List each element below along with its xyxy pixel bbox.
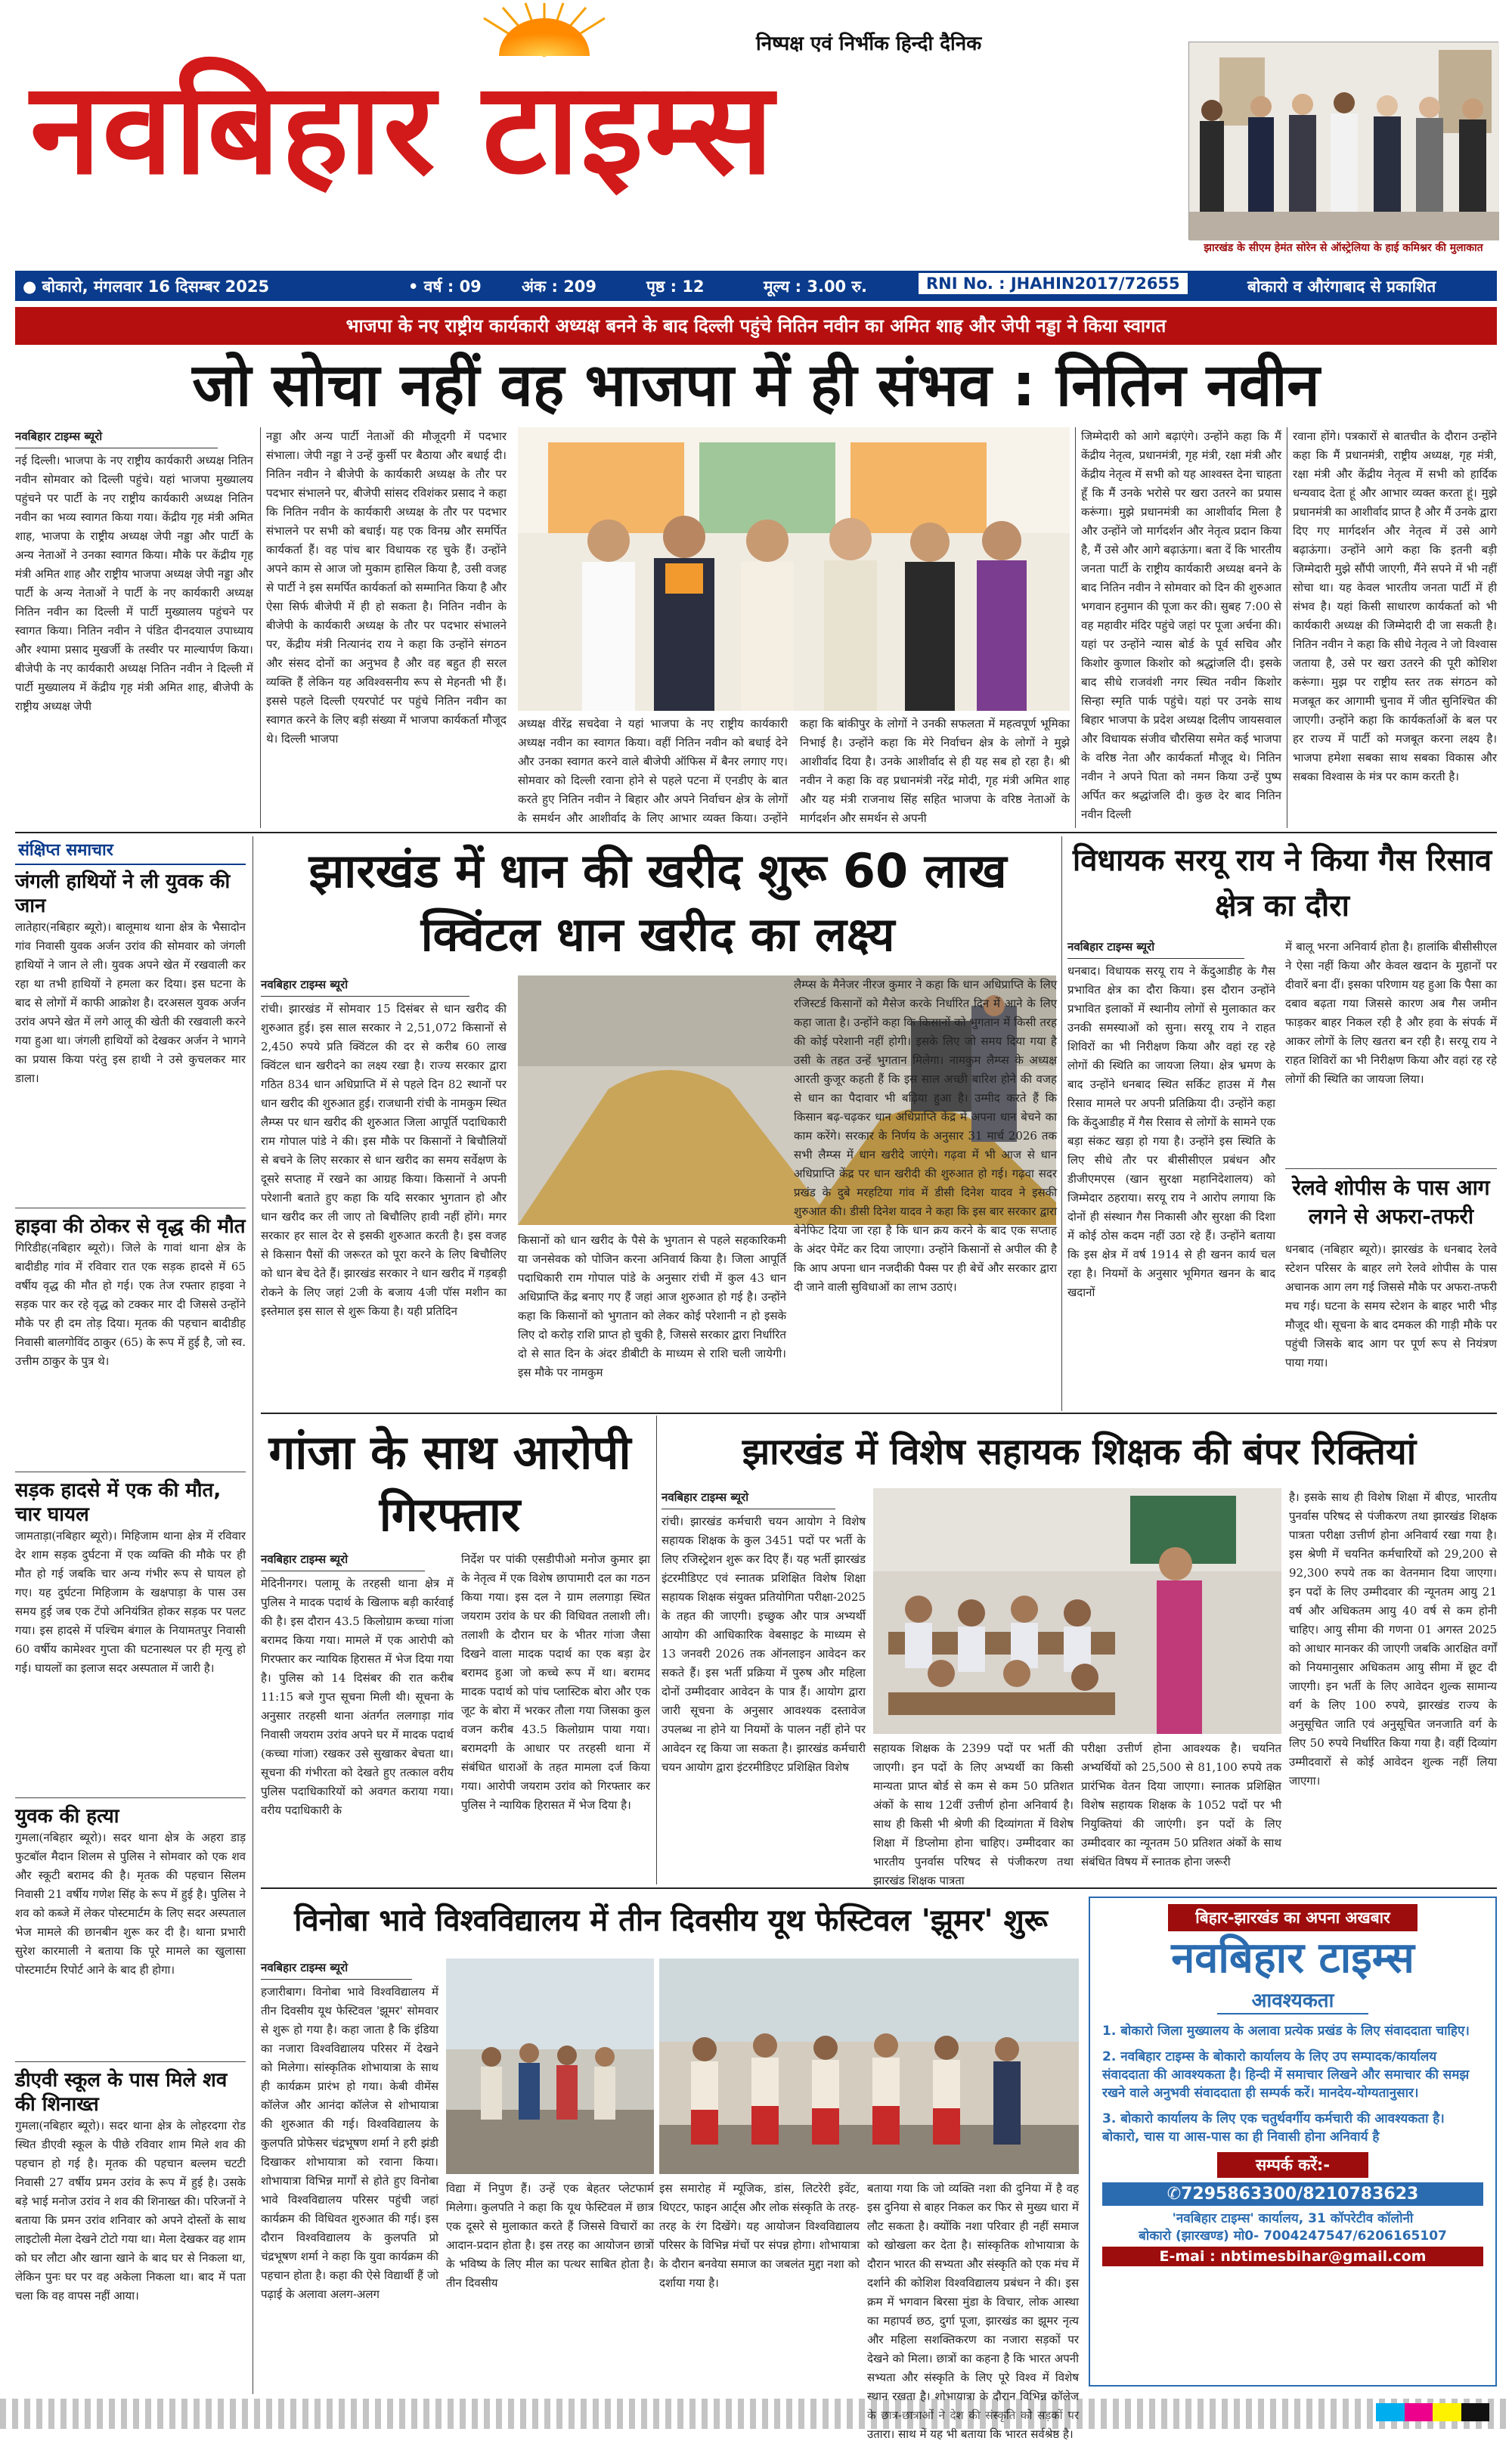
divider: [261, 1887, 1497, 1889]
brief-item: [15, 1478, 246, 1791]
ad-contact-label: सम्पर्क करें:-: [1217, 2152, 1368, 2178]
lead-photo: [518, 427, 1070, 711]
railway-body: धनबाद (नबिहार ब्यूरो)। झारखंड के धनबाद रेलवे स्टेशन परिसर के बाहर लगे रेलवे शोपीस के पास अचानक आग लग गई जिससे मौके पर अफरा-तफरी मच गई। घटना के समय स्टेशन के बाहर भारी भीड़ मौजूद थी। सूचना के बाद दमकल की गाड़ी मौके पर पहुंची जिसके बाद आग पर पूर्ण रूप से नियंत्रण पाया गया।: [1285, 1242, 1497, 1369]
briefs-section-title: संक्षिप्त समाचार: [15, 836, 246, 865]
saryu-col-2: [1285, 938, 1497, 1165]
lead-body-2: नड्डा और अन्य पार्टी नेताओं की मौजूदगी में पदभार संभाला। जेपी नड्डा ने उन्हें कुर्सी पर बैठाया और बधाई दी। नितिन नवीन ने बीजेपी के कार्यकारी अध्यक्ष के तौर पर पदभार संभालने पर, बीजेपी सांसद रविशंकर प्रसाद ने कहा कि नितिन नवीन के कार्यकारी अध्यक्ष के तौर पर पदभार संभालने पर सभी को बधाई। यह एक विनम्र और समर्पित कार्यकर्ता हैं। वह पांच बार विधायक रह चुके हैं। उन्होंने अपने काम से आज जो मुकाम हासिल किया है, उसी वजह से पार्टी ने इस समर्पित कार्यकर्ता को सम्मानित किया है और ऐसा सिर्फ बीजेपी में ही हो सकता है। नितिन नवीन के बीजेपी के कार्यकारी अध्यक्ष के तौर पर पदभार संभालने पर, केंद्रीय मंत्री नित्यानंद राय ने कहा कि उन्होंने संगठन और संसद दोनों का अनुभव है और वह बहुत ही सरल व्यक्ति हैं लेकिन यह अविश्वसनीय रूप से मेहनती भी हैं। इससे पहले दिल्ली एयरपोर्ट पर पहुंचे नितिन नवीन का स्वागत करने के लिए बड़ी संख्या में भाजपा कार्यकर्ता मौजूद थे। दिल्ली भाजपा: [266, 430, 507, 746]
ganja-body-2: निर्देश पर पांकी एसडीपीओ मनोज कुमार झा के नेतृत्व में एक विशेष छापामारी दल का गठन किया गया। इस दल ने ग्राम ललगाड़ा स्थित जयराम उरांव के घर की विधिवत तलाशी ली। तलाशी के दौरान घर के भीतर गांजा जैसा दिखने वाला मादक पदार्थ का एक बड़ा ढेर बरामद हुआ जो कच्चे रूप में था। बरामद मादक पदार्थ को पांच प्लास्टिक बोरा और एक जूट के बोरा में भरकर तौला गया जिसका कुल वजन करीब 43.5 किलोग्राम पाया गया। बरामदगी के आधार पर तरहसी थाना में संबंधित धाराओं के तहत मामला दर्ज किया गया। आरोपी जयराम उरांव को गिरफ्तार कर पुलिस ने न्यायिक हिरासत में भेज दिया है।: [461, 1552, 650, 1812]
vinoba-col-1: [261, 1959, 438, 2387]
ad-item: 1. बोकारो जिला मुख्यालय के अलावा प्रत्येक प्रखंड के लिए संवाददाता चाहिए।: [1102, 2024, 1470, 2039]
paddy-body-1: रांची। झारखंड में सोमवार 15 दिसंबर से धान खरीद की शुरुआत हुई। इस साल सरकार ने 2,51,072 किसानों से 2,450 रुपये प्रति क्विंटल की दर से करीब 60 लाख क्विंटल धान खरीदने का लक्ष्य रखा है। राज्य सरकार द्वारा गठित 834 धान अधिप्राप्ति में से पहले दिन 82 स्थानों पर धान खरीद की शुरुआत हुई। राजधानी रांची के नामकुम स्थित लैम्प्स पर धान खरीद की शुरुआत जिला आपूर्ति पदाधिकारी राम गोपाल पांडे ने की। इस मौके पर किसानों ने बिचौलियों से बचने के लिए सरकार से धान खरीद का समय सर्वेक्षण के दूसरे सप्ताह में रखने का आग्रह किया। किसानों ने अपनी परेशानी बताते हुए कहा कि यदि सरकार भुगतान हो और धान खरीद कर ली जाए तो बिचौलिए हावी नहीं होंगे। मगर सरकार हर साल देर से इसकी शुरुआत करती है। इस वजह से किसान पैसों की जरूरत को पूरा करने के लिए बिचौलिए को धान बेच देते हैं। झारखंड सरकार ने धान खरीद में गड़बड़ी रोकने के लिए जहां 2जी के बजाय 4जी पॉस मशीन का इस्तेमाल इस साल से शुरू किया है। यही प्रतिदिन: [261, 1002, 507, 1318]
teachers-photo: [873, 1488, 1281, 1734]
lead-col-6: [1293, 427, 1497, 828]
year: • वर्ष : 09: [408, 278, 482, 296]
paddy-body-2: किसानों को धान खरीद के पैसे के भुगतान से पहले सहकारिकमी या जनसेवक को पोजिन करना अनिवार्य किया है। जिला आपूर्ति पदाधिकारी राम गोपाल पांडे के अनुसार रांची में कुल 43 धान अधिप्राप्ति केंद्र बनाए गए हैं जहां आज शुरुआत हो गई है। उन्होंने कहा कि किसानों को भुगतान को लेकर कोई परेशानी न हो इसके लिए दो करोड़ राशि प्राप्त हो चुकी है, जिससे सरकार द्वारा निर्धारित दो से सात दिन के अंदर डीबीटी के माध्यम से राशि चली जायेगी। इस मौके पर नामकुम: [518, 1233, 786, 1379]
tagline: निष्पक्ष एवं निर्भीक हिन्दी दैनिक: [756, 33, 982, 55]
teachers-headline: झारखंड में विशेष सहायक शिक्षक की बंपर रिक्तियां: [742, 1431, 1417, 1473]
ganja-byline: नवबिहार टाइम्स ब्यूरो: [261, 1550, 454, 1571]
teachers-body-1: रांची। झारखंड कर्मचारी चयन आयोग ने विशेष सहायक शिक्षक के कुल 3451 पदों पर भर्ती के लिए रजिस्ट्रेशन शुरू कर दिए हैं। यह भर्ती झारखंड इंटरमीडिएट एवं स्नातक प्रशिक्षित विशेष शिक्षा सहायक शिक्षक संयुक्त प्रतियोगिता परीक्षा-2025 के तहत की जाएगी। इच्छुक और पात्र अभ्यर्थी आयोग की आधिकारिक वेबसाइट के माध्यम से 13 जनवरी 2026 तक ऑनलाइन आवेदन कर सकते हैं। इस भर्ती प्रक्रिया में पुरुष और महिला दोनों उम्मीदवार आवेदन के पात्र हैं। आयोग द्वारा जारी सूचना के अनुसार आवश्यक दस्तावेज उपलब्ध ना होने या नियमों के पालन नहीं होने पर आवेदन रद्द किया जा सकता है। झारखंड कर्मचारी चयन आयोग द्वारा इंटरमीडिएट प्रशिक्षित विशेष: [662, 1515, 866, 1774]
divider: [1285, 1168, 1497, 1169]
sunrise-logo-graphic: [469, 3, 620, 56]
pages: पृष्ठ : 12: [646, 278, 705, 296]
lead-byline: नवबिहार टाइम्स ब्यूरो: [15, 427, 253, 448]
brief-item: [15, 1214, 246, 1465]
brief-headline: सड़क हादसे में एक की मौत, चार घायल: [15, 1479, 222, 1526]
vinoba-body-2: विद्या में निपुण हैं। उन्हें एक बेहतर प्लेटफार्म मिलेगा। कुलपति ने कहा कि यूथ फेस्टिवल में छात्र एक दूसरे से मुलाकात करते हैं जिससे विचारों का आदान-प्रदान होता है। इस तरह का आयोजन छात्रों के भविष्य के लिए मील का पत्थर साबित होता है। तीन दिवसीय: [446, 2182, 654, 2290]
brief-item: [15, 870, 246, 1202]
divider: [261, 1413, 1497, 1414]
saryu-headline: विधायक सरयू राय ने किया गैस रिसाव क्षेत्र का दौरा: [1072, 843, 1492, 923]
teachers-col-1: [662, 1488, 866, 1883]
brief-body: गुमला(नबिहार ब्यूरो)। सदर थाना क्षेत्र के लोहरदगा रोड स्थित डीएवी स्कूल के पीछे रविवार शाम मिले शव की पहचान हो गई है। मृतक की पहचान बल्लम चटटी निवासी 27 वर्षीय प्रमन उरांव के रूप में हुई है। उसके बड़े भाई मनोज उरांव ने शव की शिनाख्त की। परिजनों ने बताया कि प्रमन उरांव शनिवार को अपने दोस्तों के साथ लाइटोली मेला देखने टोटो गया था। मेला देखकर वह शाम को घर लौटा और खाना खाने के बाद घर से निकला था, लेकिन पुनः घर पर वह अकेला निकला था। बाद में पता चला कि वह वापस नहीं आया।: [15, 2119, 246, 2303]
lead-kicker: भाजपा के नए राष्ट्रीय कार्यकारी अध्यक्ष बनने के बाद दिल्ली पहुंचे नितिन नवीन का अमित शाह और जेपी नड्डा ने किया स्वागत: [15, 307, 1497, 345]
paddy-byline: नवबिहार टाइम्स ब्यूरो: [261, 975, 507, 997]
recruitment-ad: [1089, 1897, 1497, 2387]
price: मूल्य : 3.00 रु.: [764, 278, 868, 296]
lead-photo-below: [518, 715, 1070, 828]
paddy-col-2: [518, 1231, 786, 1407]
divider: [1075, 427, 1076, 828]
ad-subtitle: आवश्यकता: [1217, 1986, 1368, 2014]
teachers-body-4: है। इसके साथ ही विशेष शिक्षा में बीएड, भारतीय पुनर्वास परिषद से पंजीकरण तथा झारखंड शिक्षक पात्रता परीक्षा उत्तीर्ण होना अनिवार्य रखा गया है। इस श्रेणी में चयनित कर्मचारियों को 29,200 से 92,300 रुपये तक का वेतनमान दिया जाएगा। इन पदों के लिए उम्मीदवार की न्यूनतम आयु 21 वर्ष और अधिकतम आयु 40 वर्ष से कम होनी चाहिए। आयु सीमा की गणना 01 अगस्त 2025 को आधार मानकर की जाएगी जबकि आरक्षित वर्गों को नियमानुसार अधिकतम आयु सीमा में छूट दी जाएगी। इन भर्ती के लिए आवेदन शुल्क सामान्य वर्ग के लिए 100 रुपये, झारखंड राज्य के अनुसूचित जाति एवं अनुसूचित जनजाति वर्ग के लिए 50 रुपये निर्धारित किया गया है। वहीं दिव्यांग उम्मीदवारों से कोई आवेदन शुल्क नहीं लिया जाएगा।: [1289, 1490, 1497, 1788]
railway-headline: रेलवे शोपीस के पास आग लगने से अफरा-तफरी: [1292, 1175, 1490, 1229]
brief-headline: जंगली हाथियों ने ली युवक की जान: [15, 870, 231, 917]
lead-body-3: अध्यक्ष वीरेंद्र सचदेवा ने यहां भाजपा के नए राष्ट्रीय कार्यकारी अध्यक्ष नवीन का स्वागत किया। वहीं नितिन नवीन को बधाई देने और उनका स्वागत करने वाले बीजेपी ऑफिस में बैनर लगाए गए। सोमवार को दिल्ली रवाना होने से पहले पटना में एनडीए के बात करते हुए नितिन नवीन ने बिहार और अपने निर्वाचन क्षेत्र के लोगों के समर्थन और आशीर्वाद के लिए आभार व्यक्त किया। उन्होंने कहा कि बांकीपुर के लोगों ने उनकी सफलता में महत्वपूर्ण भूमिका निभाई है। उन्होंने कहा कि मेरे निर्वाचन क्षेत्र के लोगों ने मुझे आशीर्वाद दिया है। उनके आशीर्वाद से ही यह सब हो रहा है। श्री नवीन ने कहा कि वह प्रधानमंत्री नरेंद्र मोदी, गृह मंत्री अमित शाह और यह मंत्री राजनाथ सिंह सहित भाजपा के वरिष्ठ नेताओं के मार्गदर्शन और समर्थन से अपनी: [518, 717, 1070, 825]
ganja-headline: गांजा के साथ आरोपी गिरफ्तार: [268, 1425, 631, 1542]
paddy-headline: झारखंड में धान की खरीद शुरू 60 लाख क्विंटल धान खरीद का लक्ष्य: [308, 843, 1007, 962]
ad-item: 2. नवबिहार टाइम्स के बोकारो कार्यालय के लिए उप सम्पादक/कार्यालय संवाददाता की आवश्यकता है। हिन्दी में समाचार लिखने और समाचार की समझ रखने वाले अनुभवी संवाददाता ही सम्पर्क करें। मानदेय-योग्यतानुसार।: [1102, 2049, 1470, 2101]
issue: अंक : 209: [522, 278, 597, 296]
ad-banner: बिहार-झारखंड का अपना अखबार: [1168, 1904, 1418, 1931]
divider: [1061, 836, 1062, 1411]
saryu-body-2: में बालू भरना अनिवार्य होता है। हालांकि बीसीसीएल ने ऐसा नहीं किया और केवल खदान के मुहानों पर दीवारें बना दीं। इसका परिणाम यह हुआ कि पैसा का दबाव बढ़ता गया जिससे कारण अब गैस जमीन फाड़कर बाहर निकल रही है और हवा के संपर्क में आकर लोगों के लिए खतरा बन रही है। सरयू राय ने राहत शिविरों का भी निरीक्षण किया और वहां रह रहे लोगों की स्थिति का जायजा लिया।: [1285, 940, 1497, 1086]
masthead-photo-caption: झारखंड के सीएम हेमंत सोरेन से ऑस्ट्रेलिया के हाई कमिश्नर की मुलाकात: [1204, 242, 1483, 254]
lead-body-1: नई दिल्ली। भाजपा के नए राष्ट्रीय कार्यकारी अध्यक्ष नितिन नवीन सोमवार को दिल्ली पहुंचे। यहां भाजपा मुख्यालय पहुंचने पर पार्टी के नए राष्ट्रीय कार्यकारी अध्यक्ष नितिन नवीन का भव्य स्वागत किया गया। केंद्रीय गृह मंत्री अमित शाह, भाजपा के राष्ट्रीय अध्यक्ष जेपी नड्डा और पार्टी के अन्य नेताओं ने उनका स्वागत किया। मौके पर केंद्रीय गृह मंत्री अमित शाह और राष्ट्रीय भाजपा अध्यक्ष जेपी नड्डा और पार्टी के अन्य नेताओं ने पार्टी के नए कार्यकारी अध्यक्ष नितिन नवीन का दिल्ली में पार्टी मुख्यालय पहुंचने पर स्वागत किया। नितिन नवीन ने पंडित दीनदयाल उपाध्याय और श्यामा प्रसाद मुखर्जी के तस्वीर पर माल्यार्पण किया। बीजेपी के नए कार्यकारी अध्यक्ष नितिन नवीन ने दिल्ली में पार्टी मुख्यालय में केंद्रीय गृह मंत्री अमित शाह, बीजेपी के राष्ट्रीय अध्यक्ष जेपी: [15, 454, 253, 713]
vinoba-photo-1: [446, 1959, 654, 2174]
saryu-col-1: [1067, 938, 1275, 1407]
info-bar: [15, 271, 1497, 301]
brief-headline: हाइवा की ठोकर से वृद्ध की मौत: [15, 1215, 246, 1238]
vinoba-body-3: इस समारोह में म्यूजिक, डांस, लिटरेरी इवेंट, थिएटर, फाइन आर्ट्स और लोक संस्कृति के तरह-तरह के रंग दिखेंगे। यह आयोजन विश्वविद्यालय परिसर के विभिन्न मंचों पर संपन्न होगा। शोभायात्रा के दौरान बनवेया समाज का जबलंत मुद्दा नशा को दर्शाया गया है।: [659, 2182, 860, 2290]
lead-headline: जो सोचा नहीं वह भाजपा में ही संभव : नितिन नवीन: [192, 352, 1320, 420]
paddy-col-3: [794, 975, 1057, 1407]
divider: [15, 832, 1497, 833]
paddy-body-3: लैम्प्स के मैनेजर नीरज कुमार ने कहा कि धान अधिप्राप्ति के लिए रजिस्टर्ड किसानों को मैसेज करके निर्धारित दिन में आने के लिए कहा जाता है। उन्होंने कहा कि किसानों को भुगतान में किसी तरह की कोई परेशानी नहीं होगी। इसके लिए जो समय दिया गया है उसी के तहत उन्हें भुगतान मिलेगा। नामकुम लैम्प्स के अध्यक्ष आरती कुजूर कहती हैं कि इस साल अच्छी बारिश होने की वजह से धान का पैदावार भी बढ़िया हुआ है। उम्मीद करते हैं कि किसान बढ़-चढ़कर धान अधिप्राप्ति केंद्र में अपना धान बेचने का काम करेंगे। सरकार के निर्णय के अनुसार 31 मार्च 2026 तक सभी लैम्प्स में धान खरीदे जाएंगे। गढ़वा में भी आज से धान अधिप्राप्ति केंद्र पर धान खरीदी की शुरुआत हो गई। गढ़वा सदर प्रखंड के दुबे मरहटिया गांव में डीसी दिनेश यादव ने इसकी शुरुआत की। डीसी दिनेश यादव ने कहा कि इस बार सरकार द्वारा बेनेफिट दिया जा रहा है कि धान क्रय करने के बाद एक सप्ताह के अंदर पेमेंट कर दिया जाएगा। उन्होंने किसानों से अपील की है कि आप अपना धान नजदीकी पैक्स पर ही बेचें और सरकार द्वारा दी जाने वाली सुविधाओं का लाभ उठाएं।: [794, 978, 1057, 1294]
masthead-title: नवबिहार टाइम्स: [30, 54, 775, 203]
brief-item: [15, 2068, 246, 2343]
place-date: ● बोकारो, मंगलवार 16 दिसम्बर 2025: [23, 278, 270, 296]
masthead-photo: [1188, 42, 1498, 240]
teachers-body-2: सहायक शिक्षक के 2399 पदों पर भर्ती की जाएगी। इन पदों के लिए अभ्यर्थी का किसी मान्यता प्राप्त बोर्ड से कम से कम 50 प्रतिशत अंकों के साथ 12वीं उत्तीर्ण होना अनिवार्य है। साथ ही किसी भी श्रेणी की दिव्यांगता में विशेष शिक्षा में डिप्लोमा होना चाहिए। उम्मीदवार का भारतीय पुनर्वास परिषद से पंजीकरण तथा झारखंड शिक्षक पात्रता: [873, 1742, 1074, 1887]
briefs-sidebar: [15, 836, 246, 2394]
ad-address-2: बोकारो (झारखण्ड) मो0- 7004247547/6206165107: [1139, 2228, 1447, 2244]
ad-address-1: 'नवबिहार टाइम्स' कार्यालय, 31 कॉपरेटीव कॉलोनी: [1172, 2211, 1414, 2226]
ad-phones: ✆7295863300/8210783623: [1102, 2182, 1483, 2206]
brief-body: गुमला(नबिहार ब्यूरो)। सदर थाना क्षेत्र के अहरा डाड़ फुटबॉल मैदान शिलम से पुलिस ने सोमवार को एक शव और स्कूटी बरामद की है। मृतक की पहचान सिलम निवासी 21 वर्षीय गणेश सिंह के रूप में हुई है। पुलिस ने शव को कब्जे में लेकर पोस्टमार्टम के लिए सदर अस्पताल भेज मामले की छानबीन शुरू कर दी है। थाना प्रभारी सुरेश कारमाली ने बताया कि पूरे मामले का खुलासा पोस्टमार्टम रिपोर्ट आने के बाद ही होगा।: [15, 1831, 246, 1977]
registration-strip: [0, 2399, 1512, 2429]
vinoba-col-2: [446, 2179, 654, 2387]
vinoba-byline: नवबिहार टाइम्स ब्यूरो: [261, 1959, 438, 1980]
lead-body-5: जिम्मेदारी को आगे बढ़ाएंगे। उन्होंने कहा कि मैं केंद्रीय नेतृत्व, प्रधानमंत्री, गृह मंत्री, रक्षा मंत्री और केंद्रीय नेतृत्व में सभी को यह आश्वस्त देना चाहता हूँ कि मैं उनके भरोसे पर खरा उतरने का प्रयास करूंगा। मुझे प्रधानमंत्री का आशीर्वाद मिला है और उन्होंने जो मार्गदर्शन और नेतृत्व प्रदान किया है, मैं उसे और आगे बढ़ाऊंगा। बता दें कि भारतीय जनता पार्टी के राष्ट्रीय कार्यकारी अध्यक्ष बनने के बाद नितिन नवीन ने सोमवार को दिन की शुरुआत भगवान हनुमान की पूजा कर की। सुबह 7:00 से वह महावीर मंदिर पहुंचे जहां पर पूजा अर्चना की। यहां पर उन्होंने न्यास बोर्ड के पूर्व सचिव और किशोर कुणाल किशोर को श्रद्धांजलि दी। इसके बाद सीधे राजवंशी नगर स्थित नवीन किशोर सिन्हा स्मृति पार्क पहुंचे। यहां पर उनके साथ बिहार भाजपा के प्रदेश अध्यक्ष दिलीप जायसवाल और विधायक संजीव चौरसिया समेत कई भाजपा के वरिष्ठ नेता और कार्यकर्ता मौजूद थे। नितिन नवीन ने अपने पिता को नमन किया उन्हें पुष्प अर्पित कर श्रद्धांजलि दी। कुछ देर बाद नितिन नवीन दिल्ली: [1081, 430, 1281, 821]
vinoba-col-4-visible: [867, 2179, 1079, 2441]
rni-number: RNI No. : JHAHIN2017/72655: [919, 273, 1188, 294]
saryu-body-1: धनबाद। विधायक सरयू राय ने केंदुआडीह के गैस प्रभावित क्षेत्र का दौरा किया। इस दौरान उन्होंने प्रभावित इलाकों में स्थानीय लोगों से मुलाकात कर उनकी समस्याओं को सुना। सरयू राय ने राहत शिविरों का भी निरीक्षण किया और वहां रह रहे लोगों की स्थिति का जायजा लिया। क्षेत्र भ्रमण के बाद उन्होंने धनबाद स्थित सर्किट हाउस में गैस रिसाव मामले पर अपनी प्रतिक्रिया दी। उन्होंने कहा कि केंदुआडीह में गैस रिसाव से लोगों के सामने एक बड़ा संकट खड़ा हो गया है। उन्होंने इस स्थिति के लिए सीधे तौर पर बीसीसीएल प्रबंधन और डीजीएमएस (खान सुरक्षा महानिदेशालय) को जिम्मेदार ठहराया। सरयू राय ने आरोप लगाया कि दोनों ही संस्थान गैस निकासी और सुरक्षा की दिशा में कोई ठोस कदम नहीं उठा रहे हैं। उन्होंने बताया कि इस क्षेत्र में वर्ष 1914 से ही खनन कार्य चल रहा है। नियमों के अनुसार भूमिगत खनन के बाद खदानों: [1067, 964, 1275, 1299]
lead-col-1: [15, 427, 253, 828]
vinoba-body-4: बताया गया कि जो व्यक्ति नशा की दुनिया में है वह इस दुनिया से बाहर निकल कर फिर से मुख्य धारा में लौट सकता है। क्योंकि नशा परिवार ही नहीं समाज को खोखला कर देता है। सांस्कृतिक शोभायात्रा के दौरान भारत की सभ्यता और संस्कृति को एक मंच में दर्शाने की कोशिश विश्वविद्यालय प्रबंधन ने की। इस क्रम में भगवान बिरसा मुंडा के विचार, लोक आस्था का महापर्व छठ, दुर्गा पूजा, झारखंड का झूमर नृत्य और महिला सशक्तिकरण का नजारा सड़कों पर देखने को मिला। छात्रों का कहना है कि भारत अपनी सभ्यता और संस्कृति के लिए पूरे विश्व में विशेष स्थान रखता है। शोभायात्रा के दौरान विभिन्न कॉलेज के छात्र-छात्राओं ने देश की संस्कृति को सड़कों पर उतारा। साथ में यह भी बताया कि भारत सर्वश्रेष्ठ है।: [867, 2182, 1079, 2441]
brief-body: जामताड़ा(नबिहार ब्यूरो)। मिहिजाम थाना क्षेत्र में रविवार देर शाम सड़क दुर्घटना में एक व्यक्ति की मौके पर ही मौत हो गई जबकि चार अन्य गंभीर रूप से घायल हो गए। यह दुर्घटना मिहिजाम के खक्षपाड़ा के पास उस समय हुई जब एक टेंपो अनियंत्रित होकर सड़क पर पलट गया। इस हादसे में पश्चिम बंगाल के नियामतपुर निवासी 60 वर्षीय कामेश्वर गुप्ता की घटनास्थल पर ही मृत्यु हो गई। घायलों का इलाज सदर अस्पताल में जारी है।: [15, 1529, 246, 1675]
teachers-byline: नवबिहार टाइम्स ब्यूरो: [662, 1488, 866, 1509]
vinoba-col-3: [659, 2179, 860, 2387]
saryu-byline: नवबिहार टाइम्स ब्यूरो: [1067, 938, 1275, 959]
brief-body: गिरिडीह(नबिहार ब्यूरो)। जिले के गावां थाना क्षेत्र के बादीडीह गांव में रविवार रात एक सड़क हादसे में 65 वर्षीय वृद्ध की मौत हो गई। एक तेज रफ्तार हाइवा ने सड़क पार कर रहे वृद्ध को टक्कर मार दी जिससे उन्होंने मौके पर ही दम तोड़ दिया। मृतक की पहचान बादीडीह निवासी बालगोविंद ठाकुर (65) के रूप में हुई है, जो स्व. उत्तीम ठाकुर के पुत्र थे।: [15, 1241, 246, 1368]
brief-item: [15, 1804, 246, 2055]
teachers-col-3: [1081, 1739, 1281, 1883]
vinoba-headline: विनोबा भावे विश्वविद्यालय में तीन दिवसीय यूथ फेस्टिवल 'झूमर' शुरू: [294, 1903, 1048, 1938]
cmyk-marks: [1376, 2403, 1489, 2421]
teachers-body-3: परीक्षा उत्तीर्ण होना आवश्यक है। चयनित अभ्यर्थियों को 25,500 से 81,100 रुपये तक प्रारंभिक वेतन दिया जाएगा। स्नातक प्रशिक्षित विशेष सहायक शिक्षक के 1052 पदों पर भी नियुक्तियां की जाएंगी। इन पदों के लिए उम्मीदवार का न्यूनतम 50 प्रतिशत अंकों के साथ संबंधित विषय में स्नातक होना जरूरी: [1081, 1742, 1281, 1869]
ganja-body-1: मेदिनीनगर। पलामू के तरहसी थाना क्षेत्र में पुलिस ने मादक पदार्थ के खिलाफ बड़ी कार्रवाई की है। इस दौरान 43.5 किलोग्राम कच्चा गांजा बरामद किया गया। मामले में एक आरोपी को गिरफ्तार कर न्यायिक हिरासत में भेज दिया गया है। पुलिस को 14 दिसंबर की रात करीब 11:15 बजे गुप्त सूचना मिली थी। सूचना के अनुसार तरहसी थाना अंतर्गत ललगाड़ा गांव निवासी जयराम उरांव अपने घर में मादक पदार्थ (कच्चा गांजा) रखकर उसे सुखाकर बेचता था। सूचना की गंभीरता को देखते हुए तत्काल वरीय पुलिस पदाधिकारियों को अवगत कराया गया। वरीय पदाधिकारी के: [261, 1577, 454, 1817]
divider: [260, 427, 261, 828]
ad-item: 3. बोकारो कार्यालय के लिए एक चतुर्थवर्गीय कर्मचारी की आवश्यकता है। बोकारो, चास या आस-पास का ही निवासी होना अनिवार्य है: [1102, 2111, 1445, 2145]
ganja-col-1: [261, 1550, 454, 1883]
ad-title: नवबिहार टाइम्स: [1171, 1934, 1414, 1983]
vinoba-photo-2: [659, 1959, 1079, 2174]
brief-body: लातेहार(नबिहार ब्यूरो)। बालूमाथ थाना क्षेत्र के भैसादोन गांव निवासी युवक अर्जन उरांव की सोमवार को जंगली हाथियों ने जान ले ली। युवक अपने खेत में रखवाली कर रहा था तभी हाथियों ने हमला कर दिया। इस घटना के बाद से लोगों में काफी आक्रोश है। दरअसल युवक अर्जन उरांव अपने खेत में लगे आलू की खेती की रखवाली करने गया हुआ था। जंगली हाथियों को देखकर अर्जन ने भागने का प्रयास किया परंतु इस हाथी ने उसे कुचलकर मार डाला।: [15, 920, 246, 1085]
published-from: बोकारो व औरंगाबाद से प्रकाशित: [1247, 278, 1436, 296]
paddy-col-1: [261, 975, 507, 1407]
lead-body-6: रवाना होंगे। पत्रकारों से बातचीत के दौरान उन्होंने कहा कि मैं प्रधानमंत्री, राष्ट्रीय अध्यक्ष, गृह मंत्री, रक्षा मंत्री और केंद्रीय नेतृत्व में सभी को हार्दिक धन्यवाद देता हूं और आभार व्यक्त करता हूं। मुझे प्रधानमंत्री का आशीर्वाद प्राप्त है और मैं उनके द्वारा दिए गए मार्गदर्शन और नेतृत्व में उसे आगे बढ़ाऊंगा। उन्होंने आगे कहा कि इतनी बड़ी जिम्मेदारी मुझे सौंपी जाएगी, मैंने सपने में भी नहीं सोचा था। यह केवल भारतीय जनता पार्टी में ही संभव है। यहां किसी साधारण कार्यकर्ता को भी कार्यकारी अध्यक्ष की जिम्मेदारी दी जा सकती है। नितिन नवीन ने कहा कि सीधे नेतृत्व ने जो विश्वास जताया है, उसे पर खरा उतरने की पूरी कोशिश करूंगा। मुझ पर राष्ट्रीय स्तर तक संगठन को मजबूत कर आगामी चुनाव में जीत सुनिश्चित की जाएगी। उन्होंने कहा कि कार्यकर्ताओं के बल पर हर राज्य में पार्टी को मजबूत करना लक्ष्य है। भाजपा हमेशा सबका साथ सबका विकास और सबका विश्वास के मंत्र पर काम करती है।: [1293, 430, 1497, 783]
masthead: [0, 0, 1512, 265]
lead-col-5: [1081, 427, 1281, 828]
teachers-col-4: [1289, 1488, 1497, 1883]
ganja-col-2: [461, 1550, 650, 1883]
lead-col-2: [266, 427, 507, 828]
ad-email: E-mai : nbtimesbihar@gmail.com: [1102, 2247, 1483, 2266]
teachers-col-2: [873, 1739, 1074, 1887]
vinoba-body-1: हजारीबाग। विनोबा भावे विश्वविद्यालय में तीन दिवसीय यूथ फेस्टिवल 'झूमर' सोमवार से शुरू हो गया है। कहा जाता है कि इंडिया का नजारा विश्वविद्यालय परिसर में देखने को मिलेगा। सांस्कृतिक शोभायात्रा के साथ ही कार्यक्रम प्रारंभ हो गया। केबी वीमेंस कॉलेज और आनंदा कॉलेज से शोभायात्रा की शुरुआत की गई। विश्वविद्यालय के कुलपति प्रोफेसर चंद्रभूषण शर्मा ने हरी झंडी दिखाकर शोभायात्रा को रवाना किया। शोभायात्रा विभिन्न मार्गों से होते हुए विनोबा भावे विश्वविद्यालय परिसर पहुंची जहां कार्यक्रम की विधिवत शुरुआत की गई। इस दौरान विश्वविद्यालय के कुलपति प्रो चंद्रभूषण शर्मा ने कहा कि युवा कार्यक्रम की पहचान होता है। कहा की ऐसे विद्यार्थी हैं जो पढ़ाई के अलावा अलग-अलग: [261, 1985, 438, 2301]
brief-headline: युवक की हत्या: [15, 1805, 119, 1828]
divider: [656, 1416, 657, 1884]
brief-headline: डीएवी स्कूल के पास मिले शव की शिनाख्त: [15, 2069, 228, 2116]
